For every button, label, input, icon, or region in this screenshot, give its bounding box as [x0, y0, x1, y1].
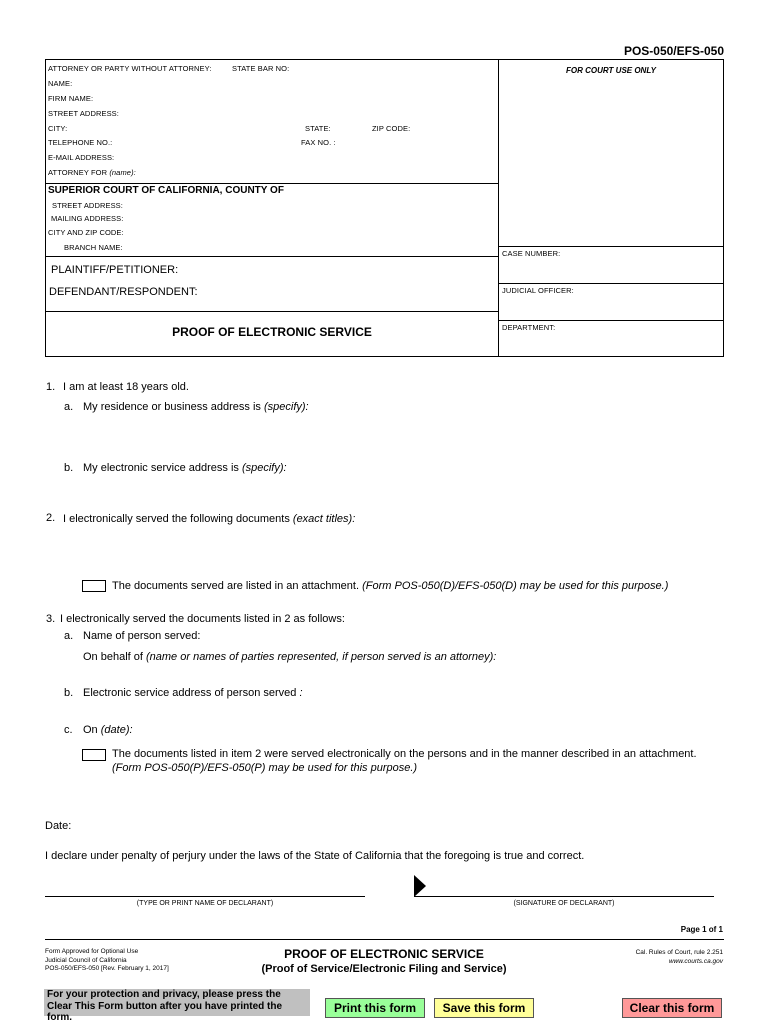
declarant-name-caption: (TYPE OR PRINT NAME OF DECLARANT) [136, 900, 274, 907]
judicial-officer-divider [498, 283, 724, 284]
service-date-field[interactable] [83, 724, 133, 736]
item-1b-text: My electronic service address is [83, 462, 239, 474]
item-2-exact-titles: (exact titles): [292, 513, 356, 525]
court-use-only: FOR COURT USE ONLY [566, 66, 656, 75]
case-number-divider [498, 246, 724, 247]
service-date-hint: (date): [100, 724, 133, 736]
court-section-divider [46, 183, 498, 184]
zip-code-label[interactable]: ZIP CODE: [372, 124, 411, 133]
form-number: POS-050/EFS-050 [623, 44, 724, 58]
plaintiff-label[interactable]: PLAINTIFF/PETITIONER: [51, 264, 179, 276]
item-3-text: I electronically served the documents listed in 2 as follows: [60, 613, 345, 625]
item-1a-letter: a. [64, 401, 74, 413]
signature-arrow-icon [414, 875, 428, 897]
item-3-attachment-checkbox[interactable] [82, 749, 106, 761]
service-address-colon: : [299, 687, 303, 699]
attorney-for-name-hint: (name): [109, 168, 136, 177]
clear-form-button[interactable]: Clear this form [622, 998, 722, 1018]
item-1a-field[interactable] [83, 401, 309, 413]
item-1b-specify: (specify): [241, 462, 287, 474]
signature-caption: (SIGNATURE OF DECLARANT) [513, 900, 615, 907]
state-label[interactable]: STATE: [305, 124, 331, 133]
footer-rule [45, 939, 724, 940]
fax-label[interactable]: FAX NO. : [301, 138, 336, 147]
item-1b-field[interactable] [83, 462, 287, 474]
state-bar-label: STATE BAR NO: [232, 64, 290, 73]
name-label[interactable]: NAME: [48, 79, 73, 88]
court-website: www.courts.ca.gov [668, 958, 723, 965]
telephone-label[interactable]: TELEPHONE NO.: [48, 138, 113, 147]
item-1-number: 1. [46, 381, 56, 393]
save-form-button[interactable]: Save this form [434, 998, 534, 1018]
email-label[interactable]: E-MAIL ADDRESS: [48, 153, 115, 162]
form-approval-block [45, 948, 169, 974]
item-2-attachment-note: (Form POS-050(D)/EFS-050(D) may be used for this purpose.) [362, 580, 669, 592]
item-3-attachment-text: The documents listed in item 2 were served electronically on the persons and in the manner described in an attachment. [112, 748, 697, 760]
item-3b-letter: b. [64, 687, 74, 699]
date-field[interactable]: Date: [45, 820, 72, 832]
item-3-attachment-note: (Form POS-050(P)/EFS-050(P) may be used for this purpose.) [112, 762, 418, 774]
caption-box [45, 59, 724, 357]
form-title: PROOF OF ELECTRONIC SERVICE [172, 325, 372, 339]
service-address-field[interactable] [83, 687, 303, 699]
item-3c-letter: c. [64, 724, 73, 736]
attorney-for-label[interactable] [48, 168, 136, 177]
perjury-statement: I declare under penalty of perjury under the laws of the State of California that the foregoing is true and correct. [45, 850, 585, 862]
print-form-button[interactable]: Print this form [325, 998, 425, 1018]
court-heading: SUPERIOR COURT OF CALIFORNIA, COUNTY OF [48, 185, 284, 196]
case-number-label[interactable]: CASE NUMBER: [502, 249, 561, 258]
declarant-name-line[interactable] [45, 896, 365, 897]
approval-line-3: POS-050/EFS-050 [Rev. February 1, 2017] [45, 965, 169, 972]
service-address-text: Electronic service address of person served [83, 687, 297, 699]
person-served-field[interactable]: Name of person served: [83, 630, 201, 642]
item-1a-text: My residence or business address is [83, 401, 261, 413]
title-divider [46, 311, 498, 312]
city-label[interactable]: CITY: [48, 124, 68, 133]
item-2-attachment-checkbox[interactable] [82, 580, 106, 592]
item-2-attachment-label [112, 580, 668, 592]
on-behalf-of-note: (name or names of parties represented, if person served is an attorney): [146, 651, 497, 663]
footer-title: PROOF OF ELECTRONIC SERVICE [284, 947, 484, 961]
approval-line-2: Judicial Council of California [45, 956, 127, 964]
item-3-number: 3. [46, 613, 56, 625]
department-label[interactable]: DEPARTMENT: [502, 323, 556, 332]
page-number: Page 1 of 1 [680, 925, 723, 934]
branch-name-label[interactable]: BRANCH NAME: [64, 243, 123, 252]
item-1a-specify: (specify): [263, 401, 309, 413]
court-street-label[interactable]: STREET ADDRESS: [52, 201, 123, 210]
approval-line-1: Form Approved for Optional Use [45, 948, 139, 955]
caption-divider [498, 60, 499, 357]
on-behalf-of-field[interactable] [83, 651, 496, 663]
department-divider [498, 320, 724, 321]
item-1-text: I am at least 18 years old. [63, 381, 189, 393]
defendant-label[interactable]: DEFENDANT/RESPONDENT: [49, 286, 198, 298]
item-2-attachment-text: The documents served are listed in an attachment. [112, 580, 360, 592]
attorney-label: ATTORNEY OR PARTY WITHOUT ATTORNEY: [48, 64, 212, 73]
parties-divider [46, 256, 498, 257]
item-1b-letter: b. [64, 462, 74, 474]
item-3a-letter: a. [64, 630, 74, 642]
street-address-label[interactable]: STREET ADDRESS: [48, 109, 119, 118]
judicial-officer-label[interactable]: JUDICIAL OFFICER: [502, 286, 574, 295]
firm-name-label[interactable]: FIRM NAME: [48, 94, 94, 103]
on-behalf-of-text: On behalf of [83, 651, 143, 663]
rules-of-court: Cal. Rules of Court, rule 2.251 [635, 949, 723, 956]
privacy-note: For your protection and privacy, please press the Clear This Form button after you have printed the form. [44, 989, 310, 1016]
service-date-text: On [83, 724, 98, 736]
signature-line[interactable] [414, 896, 714, 897]
item-2-field[interactable] [63, 513, 355, 525]
footer-subtitle: (Proof of Service/Electronic Filing and Service) [261, 963, 507, 975]
city-zip-label[interactable]: CITY AND ZIP CODE: [48, 228, 124, 237]
attorney-for-text: ATTORNEY FOR [48, 168, 108, 177]
item-2-number: 2. [46, 512, 56, 524]
item-2-text: I electronically served the following documents [63, 513, 290, 525]
mailing-address-label[interactable]: MAILING ADDRESS: [51, 214, 124, 223]
